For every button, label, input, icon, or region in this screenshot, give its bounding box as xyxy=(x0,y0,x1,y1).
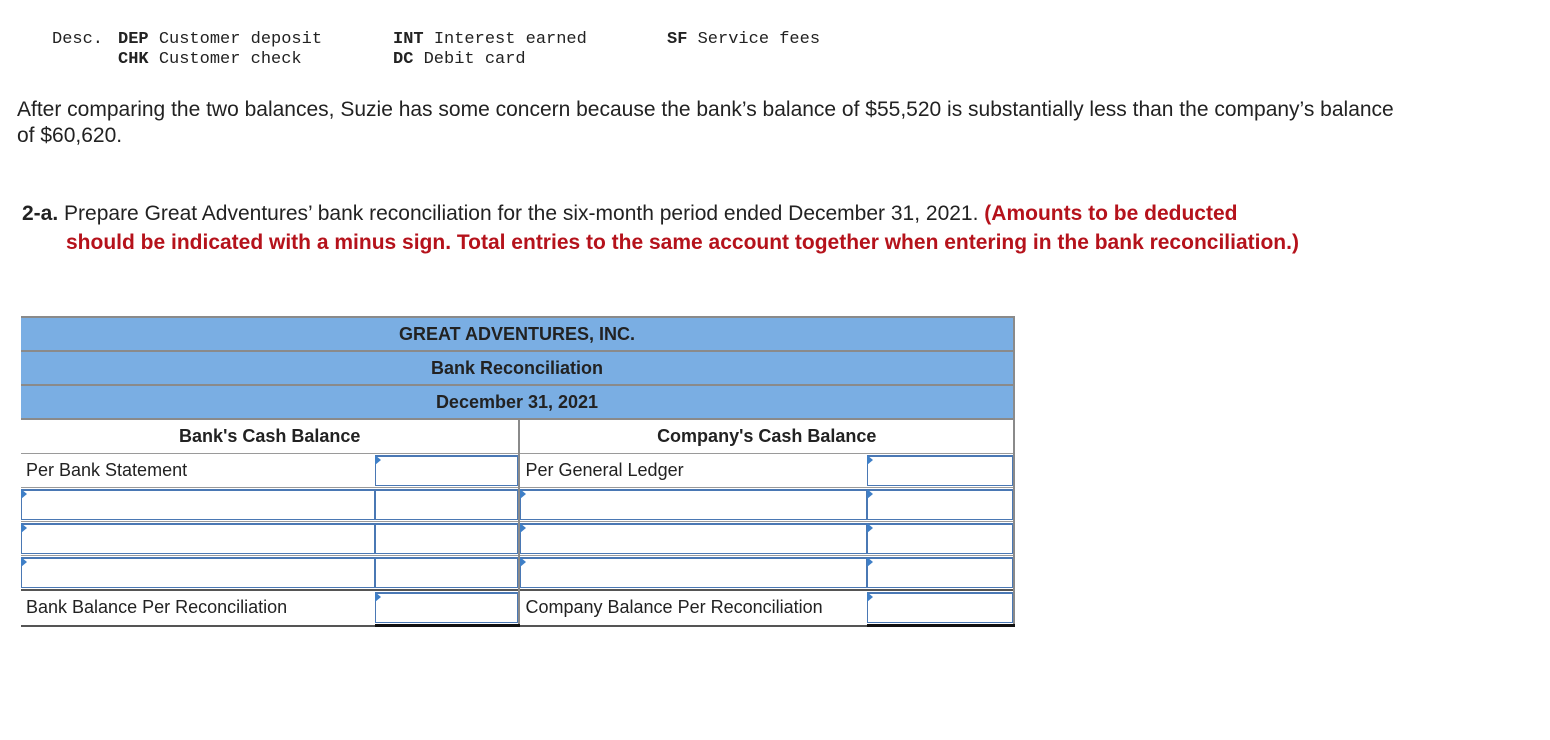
dropdown-marker-icon xyxy=(867,489,873,499)
per-general-ledger-amount[interactable] xyxy=(867,455,1013,486)
bank-balance-per-reconciliation-label: Bank Balance Per Reconciliation xyxy=(21,590,375,626)
dropdown-marker-icon xyxy=(867,592,873,602)
legend-code: DEP xyxy=(118,30,149,49)
legend-text: Service fees xyxy=(697,30,821,49)
per-bank-statement-amount[interactable] xyxy=(375,455,519,486)
bank-adjustment-2-amount[interactable] xyxy=(375,523,519,554)
dropdown-marker-icon xyxy=(520,489,526,499)
dropdown-marker-icon xyxy=(867,523,873,533)
per-bank-statement-label: Per Bank Statement xyxy=(21,454,375,488)
company-adjustment-2-amount[interactable] xyxy=(867,523,1013,554)
bank-adjustment-3-amount[interactable] xyxy=(375,557,519,588)
bank-cash-balance-header: Bank's Cash Balance xyxy=(21,419,519,454)
dropdown-marker-icon xyxy=(21,489,27,499)
legend-code: DC xyxy=(393,50,414,69)
dropdown-marker-icon xyxy=(21,557,27,567)
legend-code: SF xyxy=(667,30,688,49)
bank-adjustment-2-description[interactable] xyxy=(21,523,375,554)
question-instruction-continued: should be indicated with a minus sign. Total entries to the same account together when entering in the bank reconciliation.) xyxy=(66,231,1299,254)
bank-adjustment-3-description[interactable] xyxy=(21,557,375,588)
company-adjustment-3-description[interactable] xyxy=(520,557,867,588)
dropdown-marker-icon xyxy=(867,455,873,465)
legend-desc-label: Desc. xyxy=(52,30,104,49)
bank-balance-per-reconciliation-amount[interactable] xyxy=(375,592,519,623)
statement-title: Bank Reconciliation xyxy=(21,351,1014,385)
per-general-ledger-label: Per General Ledger xyxy=(519,454,867,488)
question-block xyxy=(22,199,1442,257)
legend-code: CHK xyxy=(118,50,149,69)
company-name: GREAT ADVENTURES, INC. xyxy=(21,317,1014,351)
bank-adjustment-1-amount[interactable] xyxy=(375,489,519,520)
legend-text: Interest earned xyxy=(433,30,587,49)
company-adjustment-3-amount[interactable] xyxy=(867,557,1013,588)
question-text: Prepare Great Adventures’ bank reconciliation for the six-month period ended December 31, 2021. xyxy=(64,202,979,225)
dropdown-marker-icon xyxy=(520,523,526,533)
question-number: 2-a. xyxy=(22,202,59,225)
legend-text: Customer check xyxy=(158,50,302,69)
company-cash-balance-header: Company's Cash Balance xyxy=(519,419,1014,454)
legend-text: Debit card xyxy=(423,50,526,69)
company-adjustment-1-amount[interactable] xyxy=(867,489,1013,520)
company-balance-per-reconciliation-label: Company Balance Per Reconciliation xyxy=(519,590,867,626)
question-instruction: (Amounts to be deducted xyxy=(984,202,1238,225)
dropdown-marker-icon xyxy=(375,592,381,602)
dropdown-marker-icon xyxy=(520,557,526,567)
legend-code: INT xyxy=(393,30,424,49)
bank-adjustment-1-description[interactable] xyxy=(21,489,375,520)
company-adjustment-2-description[interactable] xyxy=(520,523,867,554)
legend-text: Customer deposit xyxy=(158,30,323,49)
dropdown-marker-icon xyxy=(21,523,27,533)
dropdown-marker-icon xyxy=(375,455,381,465)
context-paragraph: After comparing the two balances, Suzie has some concern because the bank’s balance of $55,520 is substantially less than the company’s balance of $60,620. xyxy=(17,98,1394,147)
bank-reconciliation-table xyxy=(21,316,1015,627)
company-balance-per-reconciliation-amount[interactable] xyxy=(867,592,1013,623)
dropdown-marker-icon xyxy=(867,557,873,567)
statement-date: December 31, 2021 xyxy=(21,385,1014,419)
company-adjustment-1-description[interactable] xyxy=(520,489,867,520)
